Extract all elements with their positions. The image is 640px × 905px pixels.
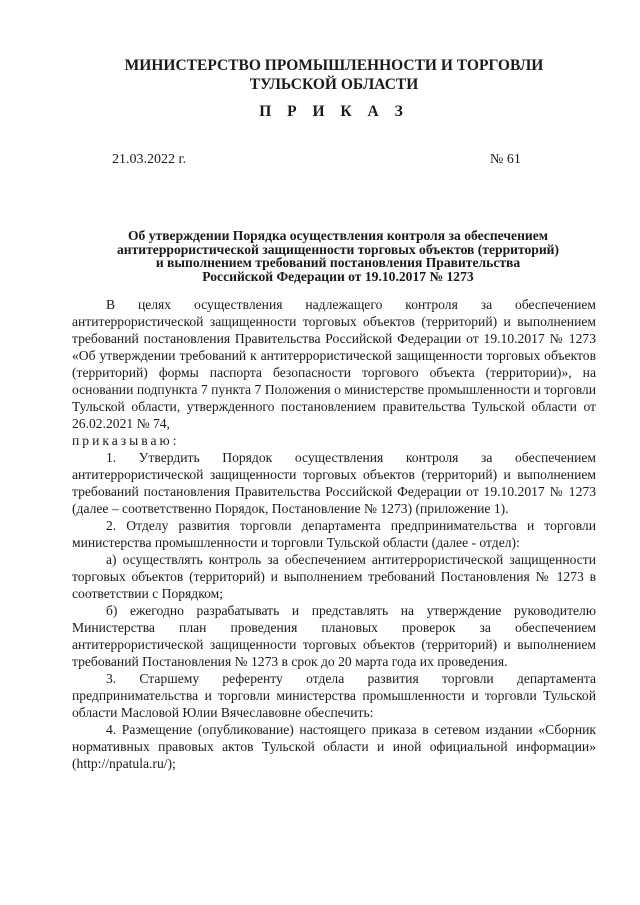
preamble-paragraph: В целях осуществления надлежащего контроля за обеспечением антитеррористической защищенности торговых объектов (территорий) и выполнением требований постановления Правительства Российской Федерации от 19.10.2017 № 1273 «Об утверждении требований к антитеррористической защищенности торговых объектов (территорий) формы паспорта безопасности торгового объекта (территории)», на основании подпункта 7 пункта 7 Положения о министерстве промышленности и торговли Тульской области, утвержденного постановлением правительства Тульской области от 26.02.2021 № 74, [72, 297, 596, 431]
decree-word: приказываю: [72, 433, 180, 448]
order-body [72, 296, 596, 772]
subject-line-4: Российской Федерации от 19.10.2017 № 1273 [202, 268, 474, 284]
ministry-line-2: ТУЛЬСКОЙ ОБЛАСТИ [249, 76, 419, 93]
item-1-paragraph: 1. Утвердить Порядок осуществления контроля за обеспечением антитеррористической защищенности торговых объектов (территорий) и выполнением требований постановления Правительства Российской Федерации от 19.10.2017 № 1273 (далее – соответственно Порядок, Постановление № 1273) (приложение 1). [72, 450, 596, 516]
item-2-paragraph: 2. Отделу развития торговли департамента предпринимательства и торговли министерства промышленности и торговли Тульской области (далее - отдел): [72, 518, 596, 550]
item-3-paragraph: 3. Старшему референту отдела развития торговли департамента предпринимательства и торговли министерства промышленности и торговли Тульской области Масловой Юлии Вячеславовне обеспечить: [72, 671, 596, 720]
item-4-paragraph: 4. Размещение (опубликование) настоящего приказа в сетевом издании «Сборник нормативных правовых актов Тульской области и иной официальной информации» (http://npatula.ru/); [72, 722, 596, 771]
decree-paragraph [72, 432, 596, 449]
subject-line-3: и выполнением требований постановления Правительства [155, 255, 521, 270]
item-2a-paragraph: а) осуществлять контроль за обеспечением антитеррористической защищенности торговых объектов (территорий) и выполнением требований Постановления № 1273 в соответствии с Порядком; [72, 552, 596, 601]
ministry-heading [72, 56, 596, 94]
subject-line-2: антитеррористической защищенности торговых объектов (территорий) [116, 241, 560, 257]
subject-line-1: Об утверждении Порядка осуществления контроля за обеспечением [127, 228, 549, 243]
order-number: № 61 [490, 152, 521, 167]
ministry-line-1: МИНИСТЕРСТВО ПРОМЫШЛЕННОСТИ И ТОРГОВЛИ [124, 57, 544, 74]
order-date: 21.03.2022 г. [112, 152, 187, 167]
order-title: П Р И К А З [259, 103, 409, 120]
order-subject [80, 229, 596, 283]
item-2b-paragraph: б) ежегодно разрабатывать и представлять на утверждение руководителю Министерства план проведения плановых проверок за обеспечением антитеррористической защищенности торговых объектов (территорий) и выполнением требований Постановления № 1273 в срок до 20 марта года их проведения. [72, 603, 596, 669]
